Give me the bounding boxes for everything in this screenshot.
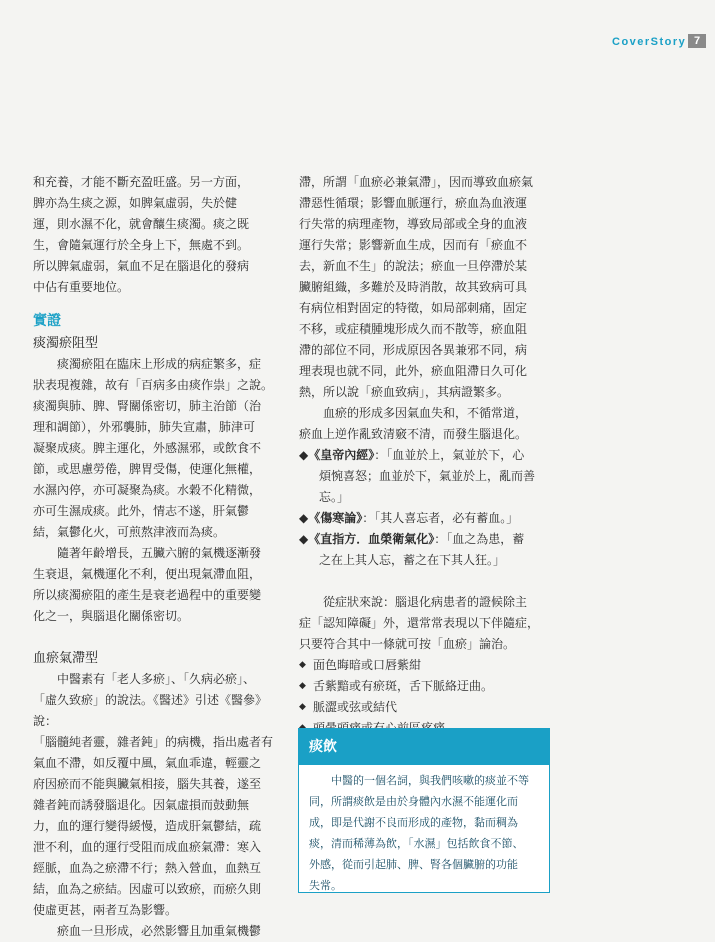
intro-line: 脾亦為生痰之源，如脾氣虛弱，失於健 bbox=[33, 196, 238, 210]
subsection-title: 痰濁瘀阻型 bbox=[33, 336, 99, 351]
text-line: 熱，所以說「瘀血致病」，其病證繁多。 bbox=[299, 385, 510, 399]
section-title: 實證 bbox=[33, 313, 61, 329]
intro-line: 運，則水濕不化，就會釀生痰濁。痰之既 bbox=[33, 217, 250, 231]
intro-line: 和充養，才能不斷充盈旺盛。另一方面， bbox=[33, 175, 250, 189]
paragraph bbox=[33, 354, 281, 543]
text-line: 臟腑組織，多難於及時消散，故其致病可具 bbox=[299, 280, 528, 294]
text-line: 理表現也就不同，此外，瘀血阻滯日久可化 bbox=[299, 364, 528, 378]
text-line: 結，血為之瘀結。因虛可以致瘀，而瘀久則 bbox=[33, 882, 262, 896]
left-column bbox=[33, 172, 281, 942]
text-line: 亦可生濕成痰。此外，情志不遂，肝氣鬱 bbox=[33, 504, 250, 518]
quote-line: 煩惋喜怒；血並於下，氣並於上，亂而善 bbox=[319, 469, 536, 483]
intro-line: 生，會隨氣運行於全身上下，無處不到。 bbox=[33, 238, 250, 252]
text-line: 滯，所謂「血瘀必兼氣滯」，因而導致血瘀氣 bbox=[299, 175, 534, 189]
list-item: ◆ 脈澀或弦或結代 bbox=[299, 697, 551, 718]
sidebar-line: 失常。 bbox=[309, 879, 342, 892]
intro-line: 中佔有重要地位。 bbox=[33, 280, 130, 294]
sidebar-line: 中醫的一個名詞，與我們咳嗽的痰並不等 bbox=[331, 774, 529, 787]
quote-source: ◆《直指方．血榮衛氣化》 bbox=[299, 532, 435, 546]
text-line: 氣血不滯，如反覆中風，氣血乖違，輕靈之 bbox=[33, 756, 262, 770]
sidebar-line: 成，即是代謝不良而形成的產物，黏而稠為 bbox=[309, 816, 518, 829]
text-line: 府因瘀而不能與臟氣相接，腦失其養，遂至 bbox=[33, 777, 262, 791]
sidebar-line: 外感，從而引起肺、脾、腎各個臟腑的功能 bbox=[309, 858, 518, 871]
text-line: 滯惡性循環；影響血脈運行，瘀血為血液運 bbox=[299, 196, 528, 210]
text-line: 理和調節），外邪襲肺，肺失宣肅，肺津可 bbox=[33, 420, 256, 434]
text-line: 症「認知障礙」外，還常常表現以下伴隨症， bbox=[299, 616, 540, 630]
quote-zhizhi-fang bbox=[299, 529, 551, 571]
quote-huangdi-neijing bbox=[299, 445, 551, 508]
sidebar-body bbox=[299, 765, 549, 896]
text-line: 運行失常；影響新血生成，因而有「瘀血不 bbox=[299, 238, 528, 252]
paragraph bbox=[299, 592, 551, 655]
paragraph bbox=[33, 921, 281, 942]
text-line: 凝聚成痰。脾主運化，外感濕邪，或飲食不 bbox=[33, 441, 262, 455]
page-number: 7 bbox=[688, 34, 706, 48]
text-line: 血瘀的形成多因氣血失和，不循常道， bbox=[323, 406, 528, 420]
paragraph bbox=[299, 403, 551, 445]
sidebar-line: 痰，清而稀薄為飲，「水濕」包括飲食不節、 bbox=[309, 837, 524, 850]
text-line: 「虛久致瘀」的說法。《醫述》引述《醫參》說： bbox=[33, 693, 268, 728]
text-line: 瘀血一旦形成，必然影響且加重氣機鬱 bbox=[57, 924, 262, 938]
text-line: 隨著年齡增長，五臟六腑的氣機逐漸發 bbox=[57, 546, 262, 560]
text-line: 滯的部位不同，形成原因各異兼邪不同，病 bbox=[299, 343, 528, 357]
text-line: 泄不利，血的運行受阻而成血瘀氣滯：寒入 bbox=[33, 840, 262, 854]
text-line: 節，或思慮勞倦，脾胃受傷，使運化無權， bbox=[33, 462, 262, 476]
text-line: 使虛更甚，兩者互為影響。 bbox=[33, 903, 178, 917]
text-line: 瘀血上逆作亂致清竅不清，而發生腦退化。 bbox=[299, 427, 528, 441]
text-line: 痰濁與肺、脾、腎關係密切，肺主治節（治 bbox=[33, 399, 262, 413]
quote-source: ◆《皇帝內經》 bbox=[299, 448, 375, 462]
paragraph bbox=[33, 543, 281, 627]
paragraph bbox=[299, 172, 551, 403]
list-item: ◆ 面色晦暗或口唇紫紺 bbox=[299, 655, 551, 676]
quote-line: 之在上其人忘，蓄之在下其人狂。」 bbox=[319, 553, 506, 567]
text-line: 狀表現複雜，故有「百病多由痰作祟」之說。 bbox=[33, 378, 274, 392]
text-line: 中醫素有「老人多瘀」、「久病必瘀」、 bbox=[57, 672, 256, 686]
text-line: 痰濁瘀阻在臨床上形成的病症繁多，症 bbox=[57, 357, 262, 371]
quote-shanghan-lun bbox=[299, 508, 551, 529]
text-line: 雜者鈍而誘發腦退化。因氣虛損而鼓動無 bbox=[33, 798, 250, 812]
text-line: 有病位相對固定的特徵，如局部刺痛，固定 bbox=[299, 301, 528, 315]
text-line: 從症狀來說：腦退化病患者的證候除主 bbox=[323, 595, 528, 609]
paragraph bbox=[33, 669, 281, 921]
text-line: 生衰退，氣機運化不利，便出現氣滯血阻， bbox=[33, 567, 262, 581]
text-line: 「腦髓純者靈，雜者鈍」的病機，指出處者有 bbox=[33, 735, 274, 749]
quote-line: 忘。」 bbox=[319, 490, 350, 504]
text-line: 經脈，血為之瘀滯不行；熱入營血，血熱互 bbox=[33, 861, 262, 875]
text-line: 行失常的病理產物，導致局部或全身的血液 bbox=[299, 217, 528, 231]
right-column bbox=[299, 172, 551, 739]
text-line: 水濕內停，亦可凝聚為痰。水穀不化精微， bbox=[33, 483, 262, 497]
text-line: 不移，或症積腫塊形成久而不散等，瘀血阻 bbox=[299, 322, 528, 336]
quote-line: ：「其人喜忘者，必有蓄血。」 bbox=[362, 511, 519, 525]
sidebar-title: 痰飲 bbox=[299, 729, 549, 765]
text-line: 所以痰濁瘀阻的產生是衰老過程中的重要變 bbox=[33, 588, 262, 602]
symptom-list bbox=[299, 655, 551, 739]
text-line: 力，血的運行變得緩慢，造成肝氣鬱結，疏 bbox=[33, 819, 262, 833]
text-line: 結，氣鬱化火，可煎熬津液而為痰。 bbox=[33, 525, 226, 539]
header-brand: CoverStory bbox=[612, 36, 687, 48]
text-line: 化之一，與腦退化關係密切。 bbox=[33, 609, 190, 623]
intro-line: 所以脾氣虛弱，氣血不足在腦退化的發病 bbox=[33, 259, 250, 273]
text-line: 只要符合其中一條就可按「血瘀」論治。 bbox=[299, 637, 516, 651]
quote-line: ：「血並於上，氣並於下，心 bbox=[374, 448, 525, 462]
quote-source: ◆《傷寒論》 bbox=[299, 511, 363, 525]
text-line: 去，新血不生」的說法；瘀血一旦停滯於某 bbox=[299, 259, 528, 273]
sidebar-line: 同，所謂痰飲是由於身體內水濕不能運化而 bbox=[309, 795, 518, 808]
list-item: ◆ 舌紫黯或有瘀斑，舌下脈絡迂曲。 bbox=[299, 676, 551, 697]
sidebar-box bbox=[298, 728, 550, 893]
subsection-title: 血瘀氣滯型 bbox=[33, 651, 99, 666]
quote-line: ：「血之為患，蓄 bbox=[434, 532, 525, 546]
intro-paragraph bbox=[33, 172, 281, 298]
